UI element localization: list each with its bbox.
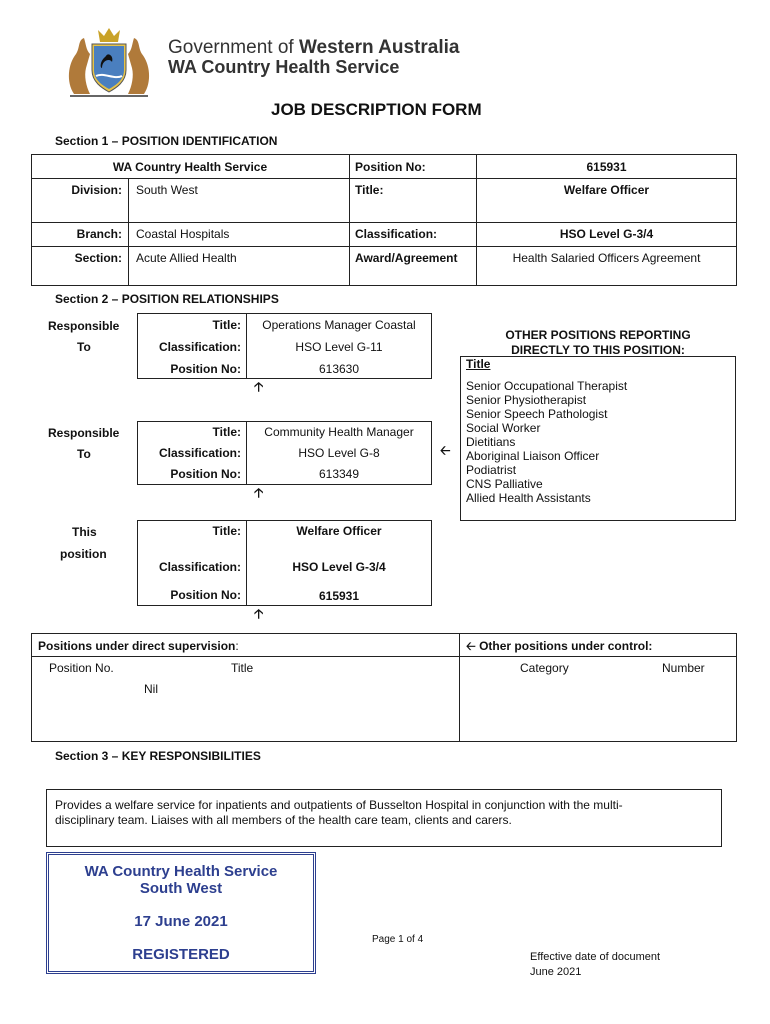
- effective-date-label: Effective date of document: [530, 951, 661, 963]
- position-no-value: 615931: [586, 160, 627, 174]
- title-value: Welfare Officer: [563, 183, 650, 197]
- responsibilities-line-1: Provides a welfare service for inpatients and outpatients of Busselton Hospital in conjunction with the multi-: [55, 798, 623, 812]
- resp1-title-label: Title:: [212, 318, 241, 332]
- this-title-label: Title:: [212, 524, 241, 538]
- list-item: CNS Palliative: [466, 477, 543, 491]
- other-control-label: [466, 639, 652, 653]
- this-class: HSO Level G-3/4: [292, 560, 386, 574]
- other-title-col: Title: [466, 357, 491, 371]
- section3-heading: Section 3 – KEY RESPONSIBILITIES: [55, 749, 261, 763]
- title-col: Title: [231, 661, 254, 675]
- title-label: Title:: [355, 183, 384, 197]
- stamp-status: REGISTERED: [132, 946, 230, 963]
- resp2-title-label: Title:: [212, 425, 241, 439]
- form-title: JOB DESCRIPTION FORM: [271, 100, 482, 119]
- list-item: Senior Physiotherapist: [466, 393, 587, 407]
- gov-title-b: Western Australia: [298, 37, 460, 58]
- division-label: Division:: [71, 183, 122, 197]
- section-value: Acute Allied Health: [136, 251, 237, 265]
- category-col: Category: [520, 661, 569, 675]
- list-item: Aboriginal Liaison Officer: [466, 449, 600, 463]
- wa-government-crest-icon: [56, 24, 162, 98]
- resp2-pos-label: Position No:: [170, 467, 241, 481]
- stamp-date: 17 June 2021: [134, 913, 228, 930]
- number-col: Number: [662, 661, 705, 675]
- gov-title-a: Government of: [168, 37, 299, 58]
- resp1-label-1: Responsible: [48, 319, 120, 333]
- resp1-pos-label: Position No:: [170, 362, 241, 376]
- arrow-up-icon: 🡡: [254, 379, 264, 394]
- arrow-left-icon: 🡠: [466, 639, 476, 653]
- nil-value: Nil: [144, 682, 158, 696]
- resp2-title: Community Health Manager: [264, 425, 414, 439]
- this-title: Welfare Officer: [296, 524, 382, 538]
- registration-stamp: [46, 852, 316, 974]
- stamp-line-2: South West: [139, 880, 223, 897]
- resp1-class: HSO Level G-11: [295, 340, 383, 354]
- branch-label: Branch:: [76, 227, 122, 241]
- resp2-label-2: To: [77, 447, 91, 461]
- this-pos-no: 615931: [318, 589, 360, 603]
- other-control-text: Other positions under control:: [479, 639, 653, 653]
- stamp-line-1: WA Country Health Service: [84, 863, 278, 880]
- responsibilities-line-2: disciplinary team. Liaises with all members of the health care team, clients and carers.: [55, 813, 512, 827]
- gov-title: [168, 37, 459, 59]
- this-class-label: Classification:: [158, 560, 241, 574]
- list-item: Senior Speech Pathologist: [466, 407, 608, 421]
- section2-heading: Section 2 – POSITION RELATIONSHIPS: [55, 292, 279, 306]
- arrow-up-icon: 🡡: [254, 485, 264, 500]
- this-pos-label-2: position: [60, 547, 107, 561]
- org-name: WA Country Health Service: [112, 160, 268, 174]
- arrow-up-icon: 🡡: [254, 606, 264, 621]
- resp1-class-label: Classification:: [158, 340, 241, 354]
- section-label: Section:: [74, 251, 122, 265]
- section1-heading: Section 1 – POSITION IDENTIFICATION: [55, 134, 278, 148]
- supervision-colon: :: [235, 639, 239, 653]
- list-item: Social Worker: [466, 421, 541, 435]
- other-heading-2: DIRECTLY TO THIS POSITION:: [511, 343, 685, 357]
- branch-value: Coastal Hospitals: [136, 227, 230, 241]
- agency-name: WA Country Health Service: [168, 57, 400, 77]
- resp1-label-2: To: [77, 340, 91, 354]
- supervision-label: [38, 639, 239, 653]
- page-number: Page 1 of 4: [372, 934, 424, 945]
- position-no-label: Position No:: [355, 160, 426, 174]
- resp1-pos: 613630: [318, 362, 360, 376]
- list-item: Dietitians: [466, 435, 516, 449]
- classification-label: Classification:: [355, 227, 438, 241]
- list-item: Senior Occupational Therapist: [466, 379, 628, 393]
- resp2-class: HSO Level G-8: [298, 446, 380, 460]
- award-label: Award/Agreement: [355, 251, 458, 265]
- this-pos-no-label: Position No:: [170, 588, 241, 602]
- classification-value: HSO Level G-3/4: [559, 227, 654, 241]
- arrow-left-icon: 🡠: [440, 443, 451, 458]
- position-no-col: Position No.: [49, 661, 114, 675]
- list-item: Allied Health Assistants: [466, 491, 591, 505]
- effective-date: June 2021: [530, 966, 582, 978]
- resp1-title: Operations Manager Coastal: [262, 318, 416, 332]
- resp2-label-1: Responsible: [48, 426, 120, 440]
- other-heading-1: OTHER POSITIONS REPORTING: [505, 328, 691, 342]
- list-item: Podiatrist: [466, 463, 517, 477]
- supervision-label-text: Positions under direct supervision: [38, 639, 236, 653]
- division-value: South West: [136, 183, 198, 197]
- resp2-pos: 613349: [318, 467, 360, 481]
- this-pos-label-1: This: [72, 525, 97, 539]
- resp2-class-label: Classification:: [158, 446, 241, 460]
- other-positions-list: [466, 379, 627, 505]
- award-value: Health Salaried Officers Agreement: [512, 251, 701, 265]
